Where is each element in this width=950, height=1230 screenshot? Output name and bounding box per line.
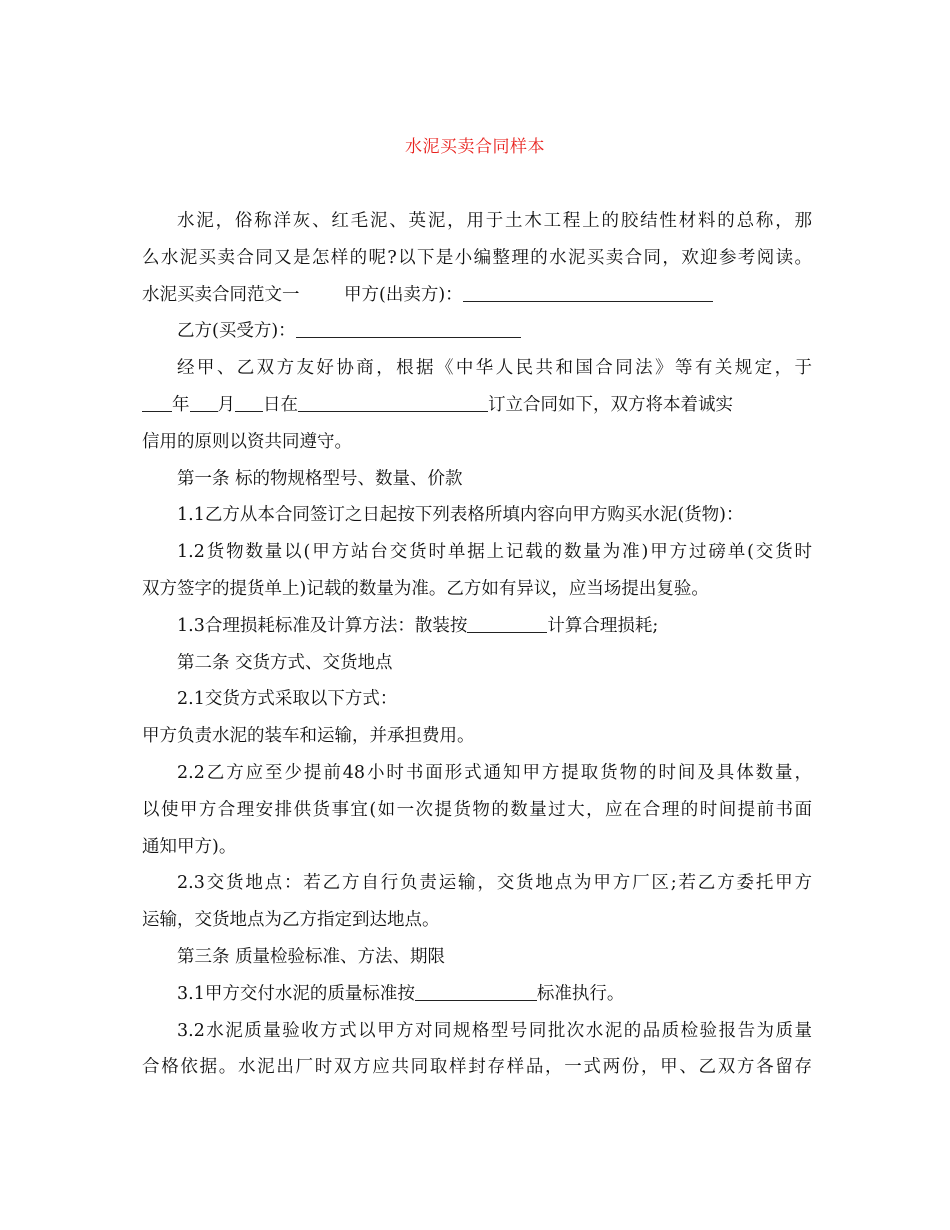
party-b-label: 乙方(买受方)： (177, 321, 296, 342)
paragraph-line: 信用的原则以资共同遵守。 (142, 431, 352, 452)
document-body (142, 203, 812, 1086)
month-blank (190, 392, 218, 412)
paragraph-line: 1.2货物数量以(甲方站台交货时单据上记载的数量为准)甲方过磅单(交货时 (177, 542, 812, 563)
paragraph-line: 合格依据。水泥出厂时双方应共同取样封存样品，一式两份，甲、乙双方各留存 (142, 1057, 812, 1078)
day-label: 日在 (263, 394, 298, 415)
paragraph-line: 水泥，俗称洋灰、红毛泥、英泥，用于土木工程上的胶结性材料的总称，那 (177, 211, 812, 231)
article-heading: 第三条 质量检验标准、方法、期限 (177, 946, 446, 967)
day-blank (235, 392, 263, 412)
paragraph-line: 么水泥买卖合同又是怎样的呢?以下是小编整理的水泥买卖合同，欢迎参考阅读。 (142, 247, 812, 268)
party-b-blank (296, 318, 521, 338)
loss-standard-text: 计算合理损耗; (547, 615, 659, 636)
party-a-blank (463, 282, 713, 302)
paragraph-line (142, 608, 812, 645)
quality-standard-label: 3.1甲方交付水泥的质量标准按 (177, 983, 415, 1004)
month-label: 月 (217, 394, 235, 415)
paragraph-line: 以使甲方合理安排供货事宜(如一次提货物的数量过大，应在合理的时间提前书面 (142, 799, 812, 820)
paragraph-line (142, 277, 812, 314)
article-heading: 第二条 交货方式、交货地点 (177, 652, 393, 673)
paragraph-line (142, 976, 812, 1013)
year-blank (142, 392, 172, 412)
loss-standard-label: 1.3合理损耗标准及计算方法：散装按 (177, 615, 468, 636)
paragraph-line: 双方签字的提货单上)记载的数量为准。乙方如有异议，应当场提出复验。 (142, 578, 709, 599)
paragraph-line: 3.2水泥质量验收方式以甲方对同规格型号同批次水泥的品质检验报告为质量 (177, 1020, 812, 1041)
paragraph-line: 2.2乙方应至少提前48小时书面形式通知甲方提取货物的时间及具体数量， (177, 762, 812, 783)
article-heading: 第一条 标的物规格型号、数量、价款 (177, 468, 463, 489)
year-label: 年 (172, 394, 190, 415)
paragraph-line: 经甲、乙双方友好协商，根据《中华人民共和国合同法》等有关规定，于 (177, 358, 812, 379)
sign-clause-text: 订立合同如下，双方将本着诚实 (488, 394, 733, 415)
quality-standard-text: 标准执行。 (536, 983, 625, 1004)
paragraph-line: 甲方负责水泥的装车和运输，并承担费用。 (142, 726, 475, 747)
paragraph-line: 通知甲方)。 (142, 836, 237, 857)
paragraph-line (142, 387, 812, 424)
party-a-label: 甲方(出卖方)： (344, 284, 463, 305)
paragraph-line: 1.1乙方从本合同签订之日起按下列表格所填内容向甲方购买水泥(货物)： (177, 505, 744, 526)
document-title: 水泥买卖合同样本 (405, 137, 545, 157)
quality-standard-blank (415, 981, 537, 1001)
paragraph-line: 运输，交货地点为乙方指定到达地点。 (142, 910, 440, 931)
contract-sample-heading: 水泥买卖合同范文一 (142, 284, 300, 305)
place-blank (298, 392, 488, 412)
paragraph-line: 2.3交货地点：若乙方自行负责运输，交货地点为甲方厂区;若乙方委托甲方 (177, 873, 812, 894)
paragraph-line: 2.1交货方式采取以下方式： (177, 689, 398, 710)
paragraph-line (142, 313, 812, 350)
loss-standard-blank (467, 613, 547, 633)
